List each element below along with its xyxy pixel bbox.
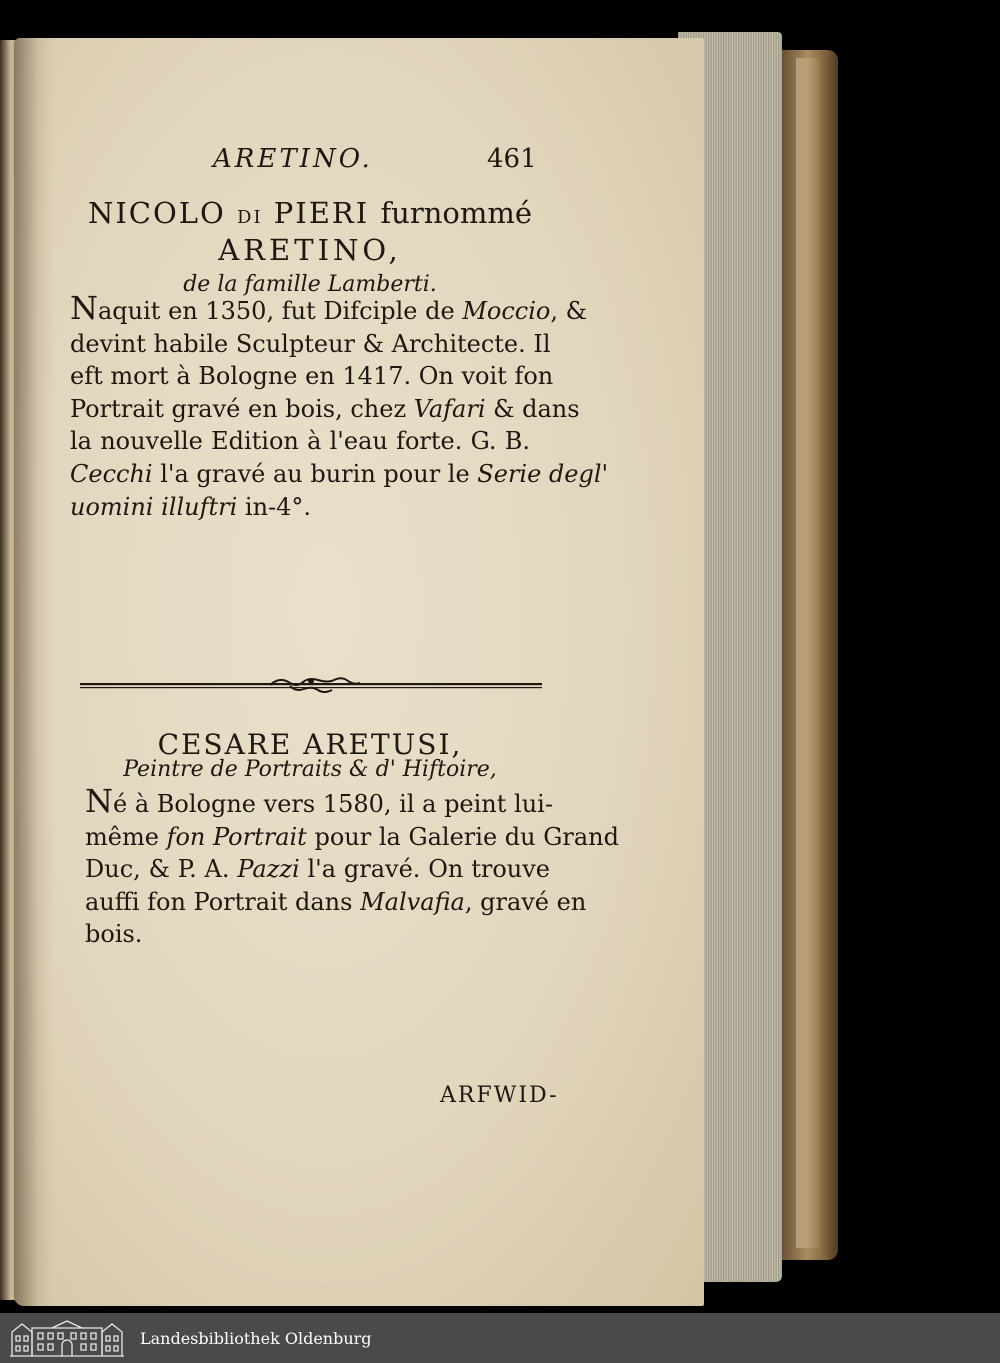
text-run: l'a gravé. On trouve <box>299 855 550 884</box>
text-line <box>70 393 580 426</box>
text-run: eft mort à Bologne en 1417. On voit fon <box>70 362 554 391</box>
catchword: ARFWID- <box>440 1083 559 1108</box>
entry2-heading: CESARE ARETUSI, <box>157 728 463 761</box>
italic-run: Moccio <box>462 297 551 325</box>
text-run: devint habile Sculpteur & Architecte. Il <box>70 329 551 358</box>
page-gutter-shadow <box>14 38 54 1306</box>
text-run: é à Bologne vers 1580, il a peint lui- <box>113 790 553 818</box>
entry1-heading <box>80 196 540 230</box>
text-run: in-4°. <box>237 492 312 521</box>
footer-bar <box>0 1313 1000 1363</box>
text-line <box>85 918 550 951</box>
italic-run: fon Portrait <box>166 822 307 851</box>
text-run: , gravé en <box>464 887 587 916</box>
text-line <box>85 782 553 821</box>
page-number: 461 <box>487 144 537 174</box>
text-line <box>85 853 550 886</box>
text-run: Duc, & P. A. <box>85 855 238 884</box>
text-line <box>70 289 587 328</box>
ornamental-divider <box>80 672 542 698</box>
text-line <box>85 886 587 919</box>
initial-letter: N <box>85 782 113 820</box>
text-line <box>85 821 620 854</box>
entry2-subtitle: Peintre de Portraits & d' Hiftoire, <box>123 757 497 782</box>
text-run: auffi fon Portrait dans <box>85 887 361 916</box>
entry1-heading-name: NICOLO <box>87 196 226 230</box>
entry1-heading-line2: ARETINO, <box>218 233 402 267</box>
italic-run: Vafari <box>413 394 486 423</box>
text-run: la nouvelle Edition à l'eau forte. G. B. <box>70 427 530 456</box>
entry1-paragraph <box>70 289 609 523</box>
text-run: , & <box>550 297 587 325</box>
library-name: Landesbibliothek Oldenburg <box>140 1328 372 1348</box>
entry1-subtitle: de la famille Lamberti. <box>183 272 437 297</box>
entry2-paragraph <box>85 782 620 951</box>
text-run: pour la Galerie du Grand <box>306 822 620 851</box>
text-run: même <box>85 822 167 851</box>
text-run: l'a gravé au burin pour le <box>152 459 478 488</box>
text-line <box>70 458 609 491</box>
text-run: aquit en 1350, fut Difciple de <box>98 297 463 325</box>
italic-run: Serie degl' <box>477 459 609 488</box>
binding-highlight <box>796 58 820 1248</box>
entry1-heading-surname: PIERI <box>273 196 370 230</box>
italic-run: Malvafia <box>360 887 465 916</box>
entry1-heading-tail: furnommé <box>380 196 533 230</box>
text-line <box>70 328 551 361</box>
text-line <box>70 425 530 458</box>
initial-letter: N <box>70 289 98 327</box>
text-run: & dans <box>485 394 580 423</box>
text-run: Portrait gravé en bois, chez <box>70 394 414 423</box>
library-building-logo-icon <box>8 1318 126 1358</box>
text-line <box>70 491 530 524</box>
running-head: ARETINO. <box>213 144 373 174</box>
italic-run: uomini illuftri <box>70 492 238 521</box>
italic-run: Pazzi <box>237 855 300 884</box>
entry1-heading-particle: DI <box>237 207 263 228</box>
italic-run: Cecchi <box>70 459 153 488</box>
text-line <box>70 360 554 393</box>
text-run: bois. <box>85 920 143 949</box>
